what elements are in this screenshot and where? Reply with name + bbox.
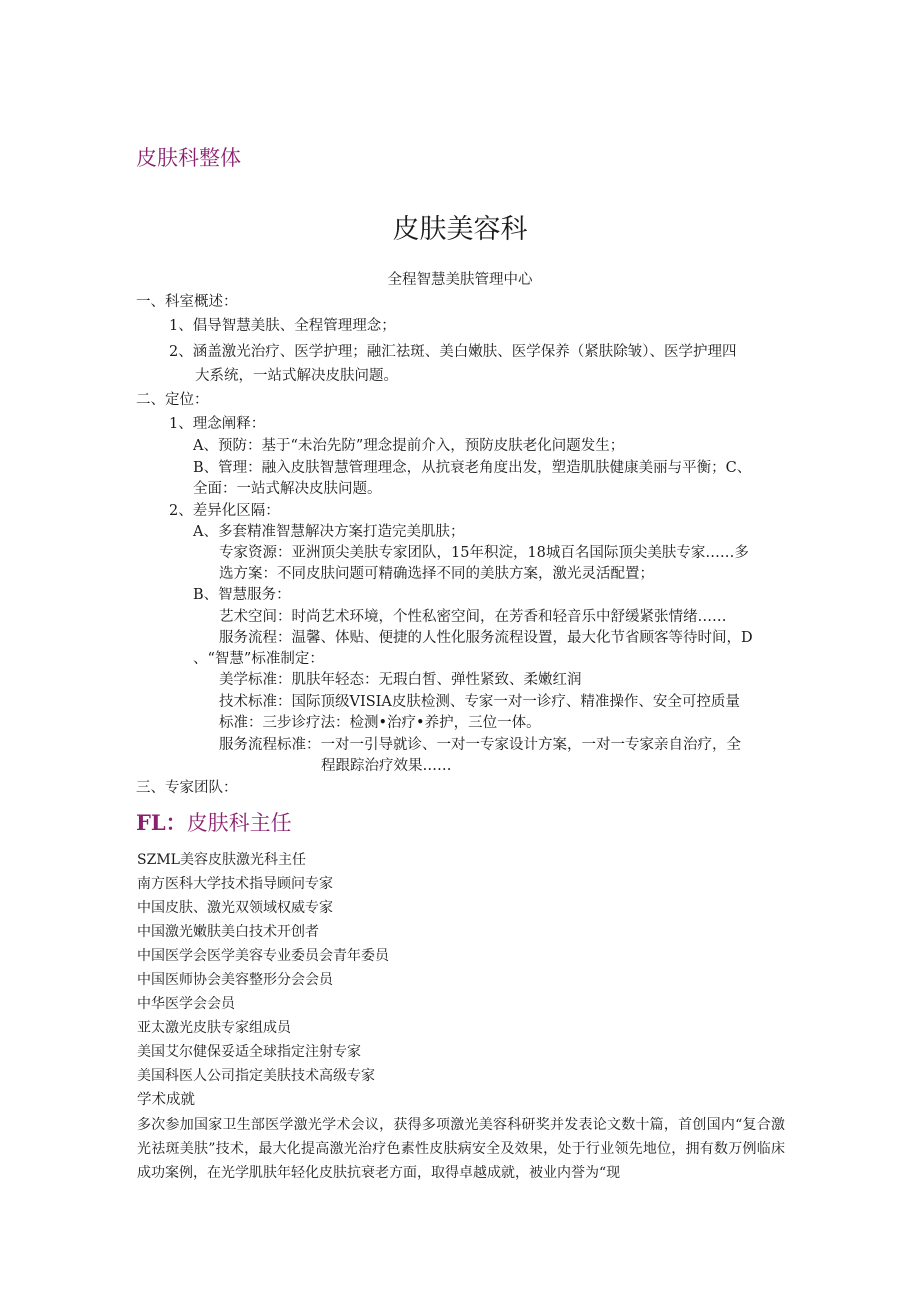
overview-item-2-line2: 大系统，一站式解决皮肤问题。	[195, 368, 398, 384]
credential-item: 中国激光嫩肤美白技术开创者	[137, 924, 319, 940]
credential-item: 中国医学会医学美容专业委员会青年委员	[137, 948, 389, 964]
credential-item: 中华医学会会员	[137, 996, 235, 1012]
tech-standard-line2: 标准：三步诊疗法：检测•治疗•养护，三位一体。	[219, 715, 541, 731]
page-subtitle: 全程智慧美肤管理中心	[387, 272, 533, 288]
differentiation-a: A、多套精准智慧解决方案打造完美肌肤；	[193, 524, 465, 540]
overview-item-2-line1: 2、涵盖激光治疗、医学护理；融汇祛斑、美白嫩肤、医学保养（紧肤除皱）、医学护理四	[169, 344, 737, 360]
credential-item: 中国皮肤、激光双领域权威专家	[137, 900, 333, 916]
concept-b-line1: B、管理：融入皮肤智慧管理理念，从抗衰老角度出发，塑造肌肤健康美丽与平衡；C、	[193, 460, 752, 476]
credential-item: 亚太激光皮肤专家组成员	[137, 1020, 291, 1036]
doctor-role: 皮肤科主任	[186, 811, 292, 835]
page-title: 皮肤美容科	[392, 214, 528, 245]
service-flow-line1: 服务流程：温馨、体贴、便捷的人性化服务流程设置，最大化节省顾客等待时间，D	[219, 630, 753, 646]
section-heading-team: 三、专家团队：	[136, 780, 238, 796]
credential-item: 美国科医人公司指定美肤技术高级专家	[137, 1068, 375, 1084]
document-header: 皮肤科整体	[136, 146, 241, 170]
art-space: 艺术空间：时尚艺术环境，个性私密空间，在芳香和轻音乐中舒缓紧张情绪……	[219, 609, 727, 625]
doctor-prefix: FL：	[136, 810, 187, 835]
section-heading-positioning: 二、定位：	[136, 392, 209, 408]
credential-item: SZML美容皮肤激光科主任	[137, 852, 306, 868]
achievements-paragraph: 多次参加国家卫生部医学激光学术会议，获得多项激光美容科研奖并发表论文数十篇，首创国内“复合激光祛斑美肤”技术，最大化提高激光治疗色素性皮肤病安全及效果，处于行业领先地位，拥有数万例临床成功案例，在光学肌肤年轻化皮肤抗衰老方面，取得卓越成就，被业内誉为“现	[137, 1117, 785, 1181]
expert-resource-line2: 选方案：不同皮肤问题可精确选择不同的美肤方案，激光灵活配置；	[219, 566, 654, 582]
concept-b-line2: 全面：一站式解决皮肤问题。	[193, 481, 382, 497]
credential-item: 美国艾尔健保妥适全球指定注射专家	[137, 1044, 361, 1060]
credential-item: 中国医师协会美容整形分会会员	[137, 972, 333, 988]
section-heading-overview: 一、科室概述：	[136, 294, 238, 310]
credential-item: 南方医科大学技术指导顾问专家	[137, 876, 333, 892]
service-standard-line1: 服务流程标准：一对一引导就诊、一对一专家设计方案，一对一专家亲自治疗，全	[219, 737, 741, 753]
expert-resource-line1: 专家资源：亚洲顶尖美肤专家团队，15年积淀，18城百名国际顶尖美肤专家……多	[219, 545, 749, 561]
positioning-item-2: 2、差异化区隔：	[169, 503, 280, 519]
positioning-item-1: 1、理念阐释：	[169, 416, 266, 432]
tech-standard-line1: 技术标准：国际顶级VISIA皮肤检测、专家一对一诊疗、精准操作、安全可控质量	[219, 694, 740, 710]
achievements-heading: 学术成就	[137, 1092, 195, 1108]
service-standard-line2: 程跟踪治疗效果……	[321, 758, 452, 774]
service-flow-line2: 、“智慧”标准制定：	[193, 651, 324, 667]
concept-a: A、预防：基于“未治先防”理念提前介入，预防皮肤老化问题发生；	[193, 438, 625, 454]
doctor-title	[136, 808, 292, 838]
overview-item-1: 1、倡导智慧美肤、全程管理理念；	[169, 318, 396, 334]
differentiation-b: B、智慧服务：	[193, 587, 291, 603]
aesthetic-standard: 美学标准：肌肤年轻态：无瑕白皙、弹性紧致、柔嫩红润	[219, 672, 582, 688]
